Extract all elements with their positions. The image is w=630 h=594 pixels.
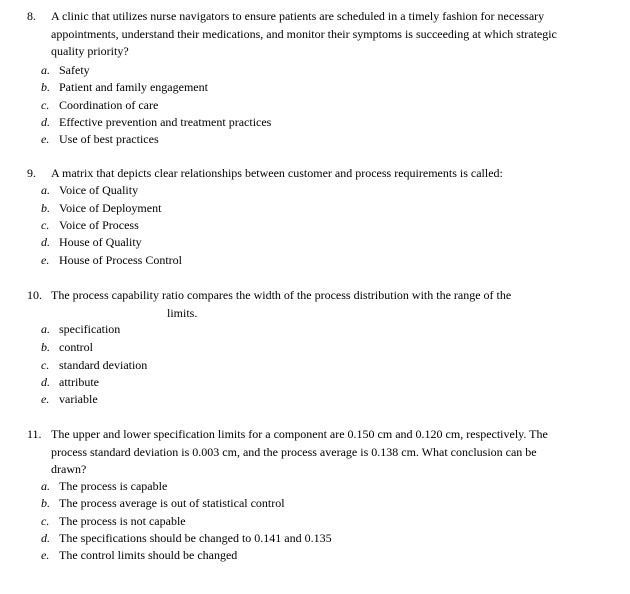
option-text: The specifications should be changed to 0.141 and 0.135 [59,531,332,545]
question-text-line: appointments, understand their medications, and monitor their symptoms is succeeding at which strategic [51,26,557,41]
option-text: Coordination of care [59,97,159,112]
option-letter: a. [41,479,50,493]
option-text: The process is not capable [59,514,186,528]
question-text-line: limits. [167,305,198,320]
option-letter: d. [41,531,50,545]
option-letter: b. [41,201,50,215]
option-letter: c. [41,97,50,112]
option-letter: a. [41,63,50,77]
option-letter: c. [41,357,50,372]
option-text: Patient and family engagement [59,80,208,94]
option-text: control [59,339,93,354]
option-letter: b. [41,80,50,94]
question-text [51,426,617,479]
question-number: 11. [27,427,42,441]
option-text: standard deviation [59,357,148,372]
question-text-line: process standard deviation is 0.003 cm, and the process average is 0.138 cm. What conclusion can be [51,444,537,459]
option-text: Voice of Deployment [59,201,162,215]
option-text: specification [59,322,121,336]
question-text-line: The upper and lower specification limits for a component are 0.150 cm and 0.120 cm, respectively. The [51,427,548,441]
question-text-line: A matrix that depicts clear relationships between customer and process requirements is called: [51,166,503,180]
option-text: variable [59,392,98,406]
option-text: Effective prevention and treatment practices [59,115,272,129]
question-number: 10. [27,288,42,302]
option-letter: d. [41,375,50,389]
option-text: House of Quality [59,235,142,249]
option-letter: a. [41,322,50,336]
option-text: The process average is out of statistical control [59,496,285,510]
question-number: 9. [27,166,36,180]
option-letter: c. [41,218,50,232]
option-text: attribute [59,375,99,389]
option-letter: d. [41,235,50,249]
option-letter: a. [41,183,50,197]
question-text-line: The process capability ratio compares the width of the process distribution with the range of the [51,288,512,302]
question-text [51,287,617,322]
option-letter: e. [41,392,50,406]
option-text: House of Process Control [59,253,182,267]
option-text: Voice of Process [59,218,139,232]
option-letter: e. [41,253,50,267]
option-letter: b. [41,339,50,354]
option-letter: b. [41,496,50,510]
question-number: 8. [27,9,36,23]
question-text-line: A clinic that utilizes nurse navigators to ensure patients are scheduled in a timely fashion for necessary [51,9,545,23]
option-text: Use of best practices [59,132,159,146]
question-text [51,8,617,61]
option-text: Voice of Quality [59,183,139,197]
question-text [51,165,617,183]
question-text-line: drawn? [51,462,87,476]
option-letter: d. [41,115,50,129]
option-text: The control limits should be changed [59,548,238,562]
option-text: The process is capable [59,479,168,493]
option-letter: e. [41,132,50,146]
option-letter: e. [41,548,50,562]
option-text: Safety [59,63,90,77]
option-letter: c. [41,514,50,528]
question-text-line: quality priority? [51,44,129,58]
